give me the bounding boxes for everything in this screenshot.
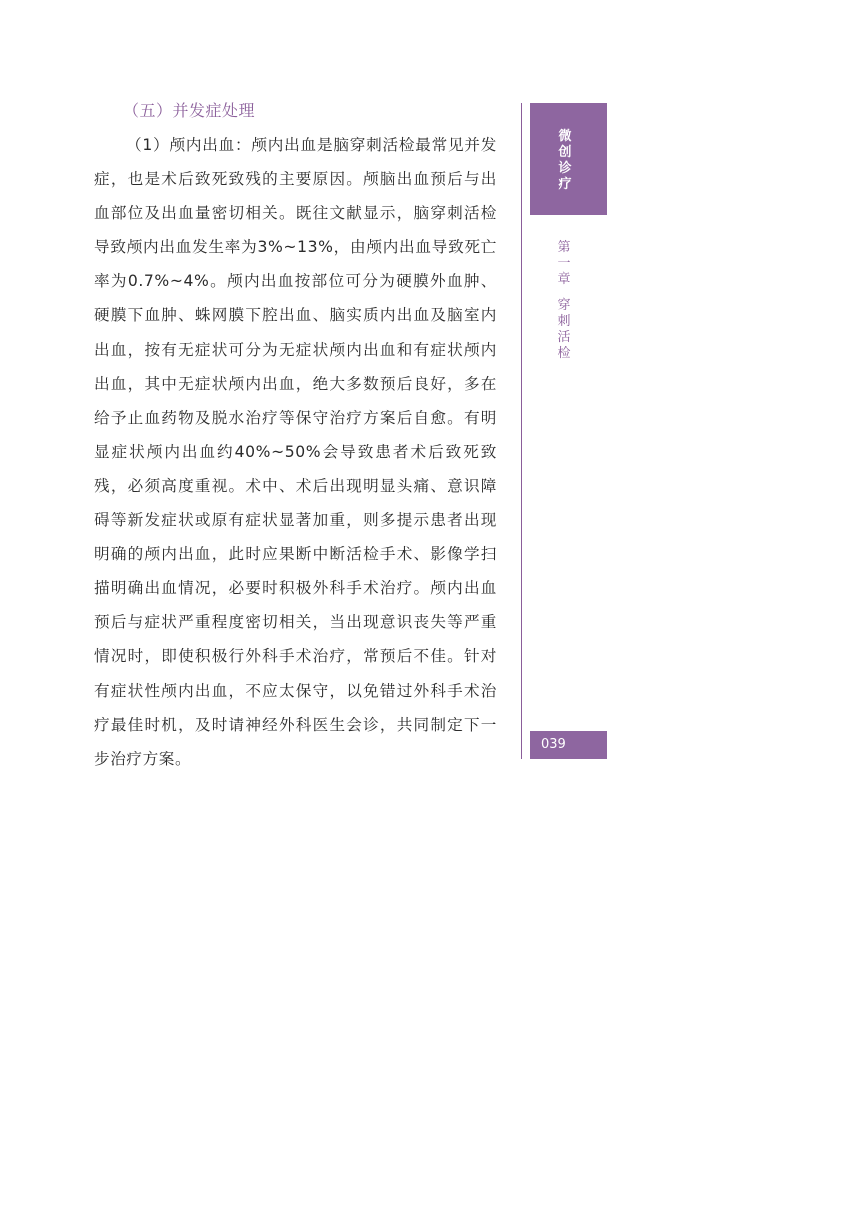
chapter-number: 第一章 [557,240,571,287]
margin-divider [521,103,522,759]
page-number: 039 [541,737,566,752]
section-heading: （五）并发症处理 [123,101,256,120]
body-paragraph: （1）颅内出血：颅内出血是脑穿刺活检最常见并发症，也是术后致死致残的主要原因。颅脑出血预后与出血部位及出血量密切相关。既往文献显示，脑穿刺活检导致颅内出血发生率为3%~13%，由颅内出血导致死亡率为0.7%~4%。颅内出血按部位可分为硬膜外血肿、硬膜下血肿、蛛网膜下腔出血、脑实质内出血及脑室内出血，按有无症状可分为无症状颅内出血和有症状颅内出血，其中无症状颅内出血，绝大多数预后良好，多在给予止血药物及脱水治疗等保守治疗方案后自愈。有明显症状颅内出血约40%~50%会导致患者术后致死致残，必须高度重视。术中、术后出现明显头痛、意识障碍等新发症状或原有症状显著加重，则多提示患者出现明确的颅内出血，此时应果断中断活检手术、影像学扫描明确出血情况，必要时积极外科手术治疗。颅内出血预后与症状严重程度密切相关，当出现意识丧失等严重情况时，即使积极行外科手术治疗，常预后不佳。针对有症状性颅内出血，不应太保守，以免错过外科手术治疗最佳时机，及时请神经外科医生会诊，共同制定下一步治疗方案。 [94,136,497,768]
chapter-label [555,240,573,362]
chapter-title: 穿刺活检 [557,298,571,361]
book-title-label: 微创诊疗 [558,129,572,192]
